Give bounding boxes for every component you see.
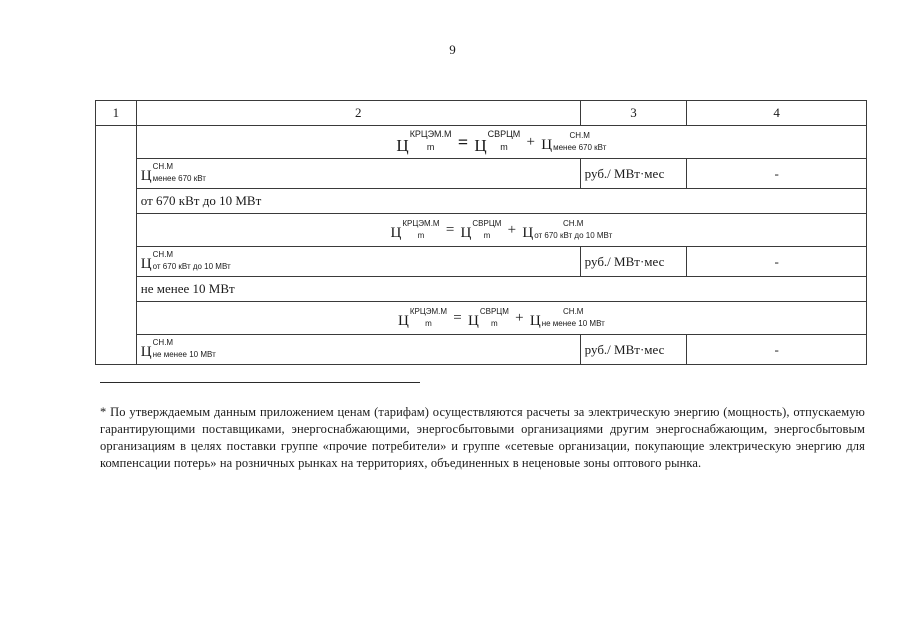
formula-row-3 [96, 302, 867, 335]
table-row-1 [96, 159, 867, 189]
formula-term-2: Ц СН.М менее 670 кВт [541, 130, 607, 153]
plus-sign: + [526, 133, 535, 150]
formula-cell-3 [136, 302, 866, 335]
equals-sign: = [457, 131, 469, 152]
price-symbol: Ц СН.М менее 670 кВт [140, 162, 206, 184]
value-cell: - [687, 335, 867, 365]
footnote-text: * По утверждаемым данным приложением ценам (тарифам) осуществляются расчеты за электрическую энергию (мощность), отпускаемую гарантирующими поставщиками, энергоснабжающими, энергосбытовыми организациями другим энергоснабжающим, энергосбытовым организациям в целях поставки группе «прочие потребители» и группе «сетевые организации, покупающие электрическую энергию для компенсации потерь» на розничных рынках на территориях, объединенных в неценовые зоны оптового рынка. [100, 405, 865, 470]
formula-row-2 [96, 214, 867, 247]
value-cell: - [687, 247, 867, 277]
table-header-row [96, 101, 867, 126]
unit-cell: руб./ МВт·мес [580, 247, 687, 277]
row-number-cell [96, 126, 137, 365]
formula-lhs: Ц КРЦЭМ.М m [390, 218, 440, 241]
section-row-2 [96, 189, 867, 214]
plus-sign: + [507, 221, 517, 238]
unit-cell: руб./ МВт·мес [580, 159, 687, 189]
header-col-4: 4 [687, 101, 867, 126]
formula-cell-2 [136, 214, 866, 247]
formula-term-1: Ц СВРЦМ m [474, 129, 521, 155]
formula-lhs: Ц КРЦЭМ.М m [396, 129, 452, 155]
header-col-1: 1 [96, 101, 137, 126]
formula-term-2: Ц СН.М не менее 10 МВт [529, 306, 605, 329]
row-symbol-cell [136, 159, 580, 189]
unit-cell: руб./ МВт·мес [580, 335, 687, 365]
row-symbol-cell [136, 335, 580, 365]
value-cell: - [687, 159, 867, 189]
formula-term-1: Ц СВРЦМ m [460, 218, 502, 241]
header-col-2: 2 [136, 101, 580, 126]
equals-sign: = [453, 309, 462, 326]
table-row-3 [96, 335, 867, 365]
page-number: 9 [449, 42, 456, 57]
formula-term-1: Ц СВРЦМ m [468, 306, 509, 329]
plus-sign: + [515, 309, 524, 326]
section-row-3 [96, 277, 867, 302]
equals-sign: = [445, 221, 455, 238]
formula-term-2: Ц СН.М от 670 кВт до 10 МВт [522, 218, 613, 241]
tariff-table [95, 100, 867, 365]
row-symbol-cell [136, 247, 580, 277]
price-symbol: Ц СН.М от 670 кВт до 10 МВт [140, 250, 231, 272]
formula-row-1 [96, 126, 867, 159]
section-label: не менее 10 МВт [136, 277, 866, 302]
footnote-separator [100, 382, 420, 383]
header-col-3: 3 [580, 101, 687, 126]
price-symbol: Ц СН.М не менее 10 МВт [140, 338, 216, 360]
table-row-2 [96, 247, 867, 277]
formula-cell-1 [136, 126, 866, 159]
section-label: от 670 кВт до 10 МВт [136, 189, 866, 214]
formula-lhs: Ц КРЦЭМ.М m [397, 306, 448, 329]
